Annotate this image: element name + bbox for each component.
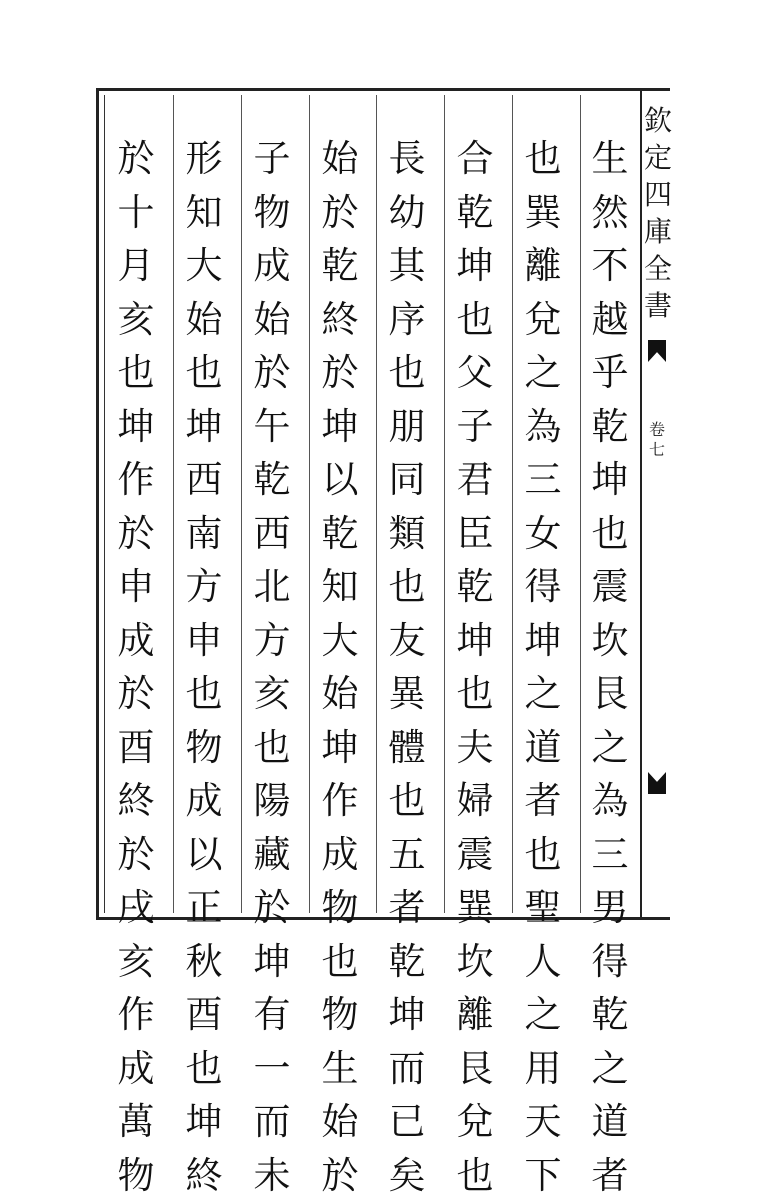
character: 也 [186,667,223,721]
character: 天 [525,1095,562,1149]
character: 月 [118,239,155,293]
character: 異 [389,667,426,721]
column-rule [376,95,377,913]
character: 序 [389,293,426,347]
character: 方 [186,560,223,614]
column-rule [241,95,242,913]
character: 艮 [457,1042,494,1096]
character: 不 [592,239,629,293]
character: 作 [118,988,155,1042]
character: 也 [525,132,562,186]
character: 下 [525,1149,562,1202]
character: 子 [457,400,494,454]
character: 終 [322,293,359,347]
character: 長 [389,132,426,186]
character: 物 [186,721,223,775]
character: 於 [322,1149,359,1202]
character: 萬 [118,1095,155,1149]
character: 人 [525,935,562,989]
character: 者 [525,774,562,828]
character: 物 [254,186,291,240]
character: 體 [389,721,426,775]
character: 男 [592,881,629,935]
character: 合 [457,132,494,186]
character: 乾 [254,453,291,507]
character: 為 [592,774,629,828]
character: 乾 [592,988,629,1042]
character: 坤 [322,400,359,454]
character: 陽 [254,774,291,828]
character: 也 [592,507,629,561]
character: 也 [186,1042,223,1096]
character: 午 [254,400,291,454]
series-title [641,102,675,324]
character: 也 [118,346,155,400]
character: 於 [118,667,155,721]
character: 坎 [457,935,494,989]
character: 全 [644,250,672,287]
character: 也 [389,774,426,828]
text-column-1 [581,132,639,1202]
character: 之 [592,1042,629,1096]
character: 物 [118,1149,155,1202]
character: 而 [389,1042,426,1096]
text-column-5 [311,132,369,1202]
character: 書 [644,287,672,324]
character: 七 [649,440,665,460]
character: 藏 [254,828,291,882]
character: 然 [592,186,629,240]
character: 也 [389,346,426,400]
character: 坤 [322,721,359,775]
character: 也 [525,828,562,882]
character: 大 [322,614,359,668]
character: 坤 [186,400,223,454]
character: 成 [322,828,359,882]
character: 亥 [118,935,155,989]
character: 坎 [592,614,629,668]
character: 已 [389,1095,426,1149]
text-column-6 [243,132,301,1202]
character: 兌 [525,293,562,347]
character: 卷 [649,420,665,440]
character: 巽 [525,186,562,240]
character: 也 [457,667,494,721]
character: 十 [118,186,155,240]
character: 終 [118,774,155,828]
character: 生 [322,1042,359,1096]
character: 越 [592,293,629,347]
volume-label [644,420,670,460]
character: 父 [457,346,494,400]
character: 知 [186,186,223,240]
character: 大 [186,239,223,293]
character: 同 [389,453,426,507]
character: 成 [118,614,155,668]
character: 亥 [254,667,291,721]
character: 正 [186,881,223,935]
character: 以 [186,828,223,882]
character: 物 [322,881,359,935]
character: 乾 [592,400,629,454]
character: 西 [186,453,223,507]
character: 南 [186,507,223,561]
character: 之 [525,988,562,1042]
text-column-2 [514,132,572,1202]
character: 作 [118,453,155,507]
character: 子 [254,132,291,186]
character: 也 [457,1149,494,1202]
character: 始 [322,1095,359,1149]
character: 婦 [457,774,494,828]
character: 始 [254,293,291,347]
character: 離 [457,988,494,1042]
character: 坤 [457,614,494,668]
character: 戌 [118,881,155,935]
character: 坤 [186,1095,223,1149]
character: 也 [254,721,291,775]
character: 坤 [118,400,155,454]
character: 終 [186,1149,223,1202]
column-rule [512,95,513,913]
character: 坤 [389,988,426,1042]
column-rule [444,95,445,913]
text-column-3 [446,132,504,1202]
character: 以 [322,453,359,507]
character: 得 [592,935,629,989]
character: 成 [254,239,291,293]
character: 坤 [592,453,629,507]
character: 生 [592,132,629,186]
character: 臣 [457,507,494,561]
character: 為 [525,400,562,454]
character: 乾 [389,935,426,989]
character: 始 [322,667,359,721]
text-column-7 [175,132,233,1202]
character: 於 [322,346,359,400]
character: 而 [254,1095,291,1149]
character: 也 [457,293,494,347]
character: 友 [389,614,426,668]
character: 乾 [457,186,494,240]
character: 西 [254,507,291,561]
character: 一 [254,1042,291,1096]
character: 也 [389,560,426,614]
character: 矣 [389,1149,426,1202]
character: 始 [322,132,359,186]
text-column-8 [107,132,165,1202]
character: 乾 [322,239,359,293]
character: 申 [118,560,155,614]
frame-inner-rule [104,95,105,913]
character: 知 [322,560,359,614]
character: 亥 [118,293,155,347]
character: 巽 [457,881,494,935]
character: 於 [118,828,155,882]
character: 庫 [644,213,672,250]
character: 道 [525,721,562,775]
character: 於 [254,346,291,400]
character: 類 [389,507,426,561]
character: 者 [389,881,426,935]
character: 兌 [457,1095,494,1149]
character: 之 [525,667,562,721]
character: 酉 [186,988,223,1042]
character: 乾 [322,507,359,561]
character: 朋 [389,400,426,454]
character: 有 [254,988,291,1042]
character: 物 [322,988,359,1042]
character: 者 [592,1149,629,1202]
character: 酉 [118,721,155,775]
character: 四 [644,176,672,213]
character: 於 [118,132,155,186]
character: 乎 [592,346,629,400]
character: 也 [322,935,359,989]
character: 成 [186,774,223,828]
character: 定 [644,139,672,176]
character: 形 [186,132,223,186]
character: 君 [457,453,494,507]
character: 坤 [254,935,291,989]
character: 作 [322,774,359,828]
character: 夫 [457,721,494,775]
character: 於 [254,881,291,935]
character: 聖 [525,881,562,935]
character: 三 [592,828,629,882]
character: 之 [592,721,629,775]
character: 北 [254,560,291,614]
column-rule [309,95,310,913]
character: 也 [186,346,223,400]
character: 坤 [457,239,494,293]
character: 三 [525,453,562,507]
character: 坤 [525,614,562,668]
character: 女 [525,507,562,561]
character: 得 [525,560,562,614]
character: 之 [525,346,562,400]
character: 於 [322,186,359,240]
character: 秋 [186,935,223,989]
character: 乾 [457,560,494,614]
character: 道 [592,1095,629,1149]
character: 震 [592,560,629,614]
character: 用 [525,1042,562,1096]
character: 離 [525,239,562,293]
character: 欽 [644,102,672,139]
character: 未 [254,1149,291,1202]
character: 成 [118,1042,155,1096]
character: 方 [254,614,291,668]
character: 於 [118,507,155,561]
column-rule [173,95,174,913]
character: 五 [389,828,426,882]
character: 艮 [592,667,629,721]
text-column-4 [378,132,436,1202]
character: 申 [186,614,223,668]
character: 始 [186,293,223,347]
character: 其 [389,239,426,293]
character: 幼 [389,186,426,240]
character: 震 [457,828,494,882]
